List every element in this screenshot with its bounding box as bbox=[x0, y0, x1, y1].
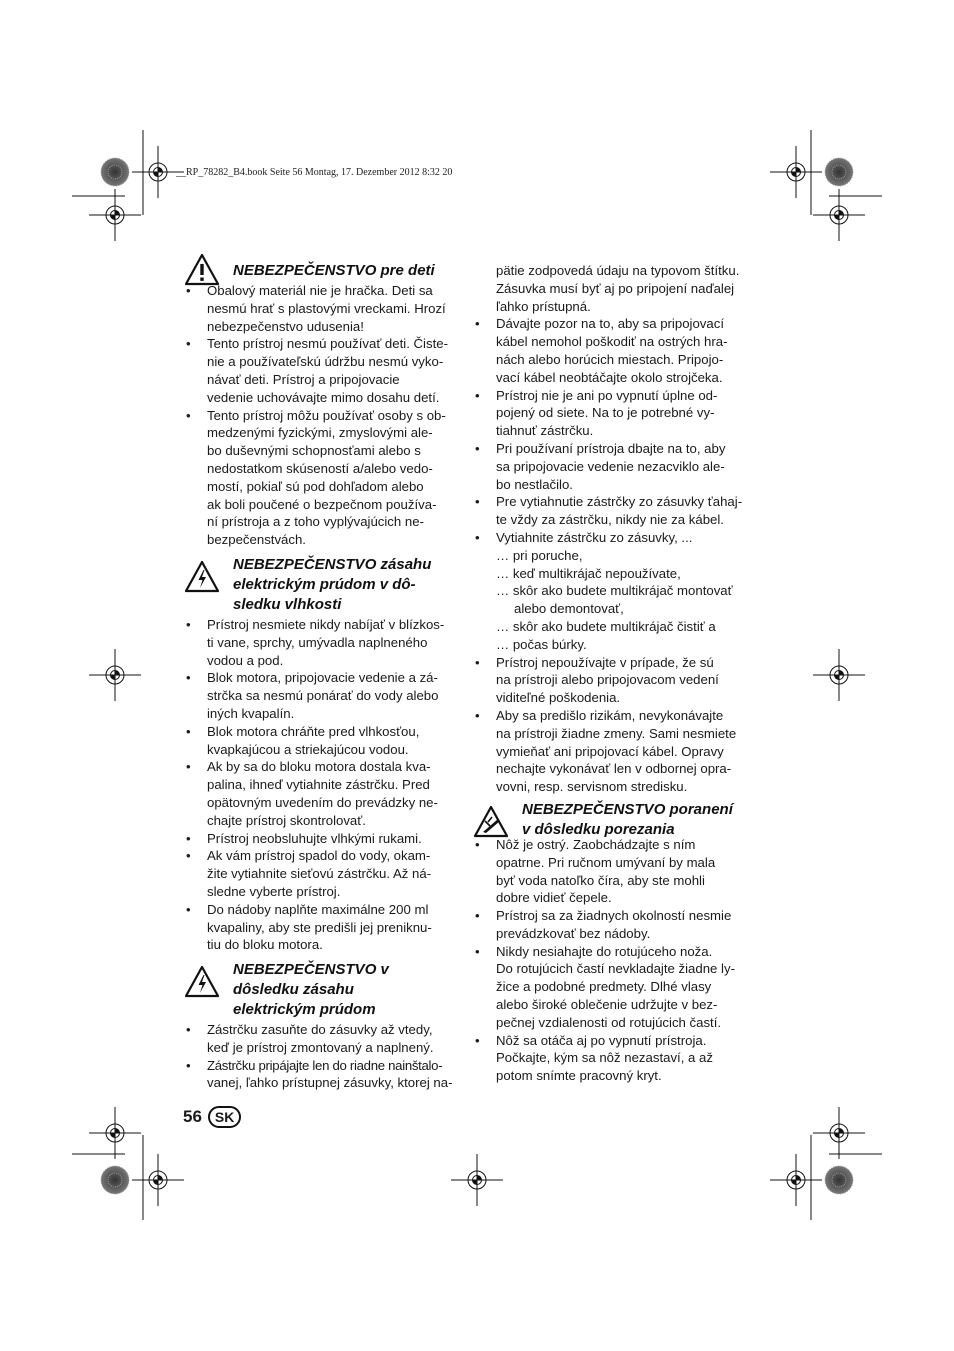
warning-cutting bbox=[472, 800, 757, 840]
case-item: … skôr ako budete multikrájač čistiť a bbox=[496, 618, 716, 634]
list-item: • Blok motora chráňte pred vlhkosťou, kvapkajúcou a striekajúcou vodou. bbox=[183, 723, 463, 759]
color-wheel-icon bbox=[825, 1166, 853, 1194]
list-item: • Nôž je ostrý. Zaobchádzajte s ním opatrne. Pri ručnom umývaní by mala byť voda natoľko číra, aby ste mohli dobre vidieť čepele. bbox=[472, 836, 757, 907]
list-item: • Obalový materiál nie je hračka. Deti sa nesmú hrať s plastovými vreckami. Hrozí nebezpečenstvo udusenia! bbox=[183, 282, 463, 335]
list-item: • Prístroj nie je ani po vypnutí úplne od- pojený od siete. Na to je potrebné vy- tiahnuť zástrčku. bbox=[472, 387, 757, 440]
warning-title: NEBEZPEČENSTVO poranení v dôsledku porezania bbox=[522, 800, 733, 838]
registration-mark-icon bbox=[770, 1154, 822, 1206]
warning-title: NEBEZPEČENSTVO zásahu elektrickým prúdom v dô- sledku vlhkosti bbox=[233, 555, 432, 613]
list-item: • Prístroj neobsluhujte vlhkými rukami. bbox=[183, 830, 463, 848]
list-item: • Ak vám prístroj spadol do vody, okam- žite vytiahnite sieťovú zástrčku. Až ná- sledne vyberte prístroj. bbox=[183, 847, 463, 900]
cutting-list bbox=[472, 836, 757, 1085]
list-item: • Blok motora, pripojovacie vedenie a zá- strčka sa nesmú ponárať do vody alebo iných kvapalín. bbox=[183, 669, 463, 722]
case-item: … skôr ako budete multikrájač montovať bbox=[496, 583, 733, 599]
registration-mark-icon bbox=[89, 649, 141, 701]
electric-hazard-icon bbox=[183, 559, 221, 595]
left-column bbox=[183, 252, 463, 1092]
page-footer bbox=[183, 1106, 241, 1128]
color-wheel-icon bbox=[101, 158, 129, 186]
list-item: • Zástrčku zasuňte do zásuvky až vtedy, keď je prístroj zmontovaný a naplnený. bbox=[183, 1021, 463, 1057]
case-item-continued: alebo demontovať, bbox=[514, 601, 624, 617]
registration-mark-icon bbox=[451, 1154, 503, 1206]
moisture-list bbox=[183, 616, 463, 954]
registration-mark-icon bbox=[770, 146, 822, 198]
case-item: … počas búrky. bbox=[496, 636, 587, 652]
list-item: • Tento prístroj nesmú používať deti. Čiste- nie a používateľskú údržbu nesmú vyko- návať deti. Prístroj a pripojovacie vedenie uchovávajte mimo dosahu detí. bbox=[183, 335, 463, 406]
color-wheel-icon bbox=[101, 1166, 129, 1194]
continued-paragraph: pätie zodpovedá údaju na typovom štítku. Zásuvka musí byť aj po pripojení naďalej ľahko prístupná. bbox=[496, 263, 740, 314]
list-item: • Prístroj sa za žiadnych okolností nesmie prevádzkovať bez nádoby. bbox=[472, 907, 757, 943]
list-item: • Vytiahnite zástrčku zo zásuvky, ... bbox=[472, 529, 757, 547]
cut-hazard-icon bbox=[472, 804, 510, 840]
list-item: • Do nádoby naplňte maximálne 200 ml kvapaliny, aby ste predišli jej preniknu- tiu do bloku motora. bbox=[183, 901, 463, 954]
print-header: __RP_78282_B4.book Seite 56 Montag, 17. Dezember 2012 8:32 20 bbox=[176, 167, 453, 178]
registration-mark-icon bbox=[813, 1107, 865, 1159]
safety-list-2 bbox=[472, 654, 757, 796]
list-item: • Nôž sa otáča aj po vypnutí prístroja. Počkajte, kým sa nôž nezastaví, a až potom snímte pracovný kryt. bbox=[472, 1032, 757, 1085]
list-item: • Zástrčku pripájajte len do riadne nainštalo- vanej, ľahko prístupnej zásuvky, ktorej na- bbox=[183, 1057, 463, 1093]
case-item: … pri poruche, bbox=[496, 547, 583, 563]
language-badge: SK bbox=[208, 1106, 241, 1128]
electric-list bbox=[183, 1021, 463, 1092]
warning-title: NEBEZPEČENSTVO v dôsledku zásahu elektrickým prúdom bbox=[233, 961, 389, 1019]
list-item: • Prístroj nesmiete nikdy nabíjať v blízkos- ti vane, sprchy, umývadla naplneného vodou a pod. bbox=[183, 616, 463, 669]
case-item: … keď multikrájač nepoužívate, bbox=[496, 565, 681, 581]
list-item: • Ak by sa do bloku motora dostala kva- palina, ihneď vytiahnite zástrčku. Pred opätovným uvedením do prevádzky ne- chajte prístroj skontrolovať. bbox=[183, 758, 463, 829]
warning-title: NEBEZPEČENSTVO pre deti bbox=[233, 262, 435, 279]
children-list bbox=[183, 282, 463, 549]
electric-hazard-icon bbox=[183, 964, 221, 1000]
list-item: • Pre vytiahnutie zástrčky zo zásuvky ťahaj- te vždy za zástrčku, nikdy nie za kábel. bbox=[472, 493, 757, 529]
list-item: • Nikdy nesiahajte do rotujúceho noža. Do rotujúcich častí nevkladajte žiadne ly- žice a podobné predmety. Dlhé vlasy alebo široké oblečenie udržujte v bez- pečnej vzdialenosti od rotujúcich častí. bbox=[472, 943, 757, 1032]
right-column bbox=[472, 262, 757, 1085]
list-item: • Pri používaní prístroja dbajte na to, aby sa pripojovacie vedenie nezacviklo ale- bo nestlačilo. bbox=[472, 440, 757, 493]
page-number: 56 bbox=[183, 1107, 202, 1126]
list-item: • Tento prístroj môžu používať osoby s ob- medzenými fyzickými, zmyslovými ale- bo duševnými schopnosťami alebo s nedostatkom skúseností a/alebo vedo- mostí, pokiaľ sú pod dohľadom alebo ak boli poučené o bezpečnom používa- ní prístroja a z toho vyplývajúcich ne- bezpečenstvách. bbox=[183, 407, 463, 549]
registration-mark-icon bbox=[813, 649, 865, 701]
safety-list bbox=[472, 315, 757, 546]
warning-electric bbox=[183, 960, 463, 1020]
list-item: • Prístroj nepoužívajte v prípade, že sú na prístroji alebo pripojovacom vedení viditeľné poškodenia. bbox=[472, 654, 757, 707]
registration-mark-icon bbox=[132, 1154, 184, 1206]
registration-mark-icon bbox=[89, 189, 141, 241]
list-item: • Aby sa predišlo rizikám, nevykonávajte na prístroji žiadne zmeny. Sami nesmiete vymieňať ani pripojovací kábel. Opravy nechajte vykonávať len v odbornej opra- vovni, resp. servisnom stredisku. bbox=[472, 707, 757, 796]
color-wheel-icon bbox=[825, 158, 853, 186]
warning-moisture bbox=[183, 555, 463, 615]
unplug-cases bbox=[472, 547, 757, 654]
list-item: • Dávajte pozor na to, aby sa pripojovací kábel nemohol poškodiť na ostrých hra- nách alebo horúcich miestach. Pripojo- vací kábel neobtáčajte okolo strojčeka. bbox=[472, 315, 757, 386]
registration-mark-icon bbox=[813, 189, 865, 241]
registration-mark-icon bbox=[89, 1107, 141, 1159]
